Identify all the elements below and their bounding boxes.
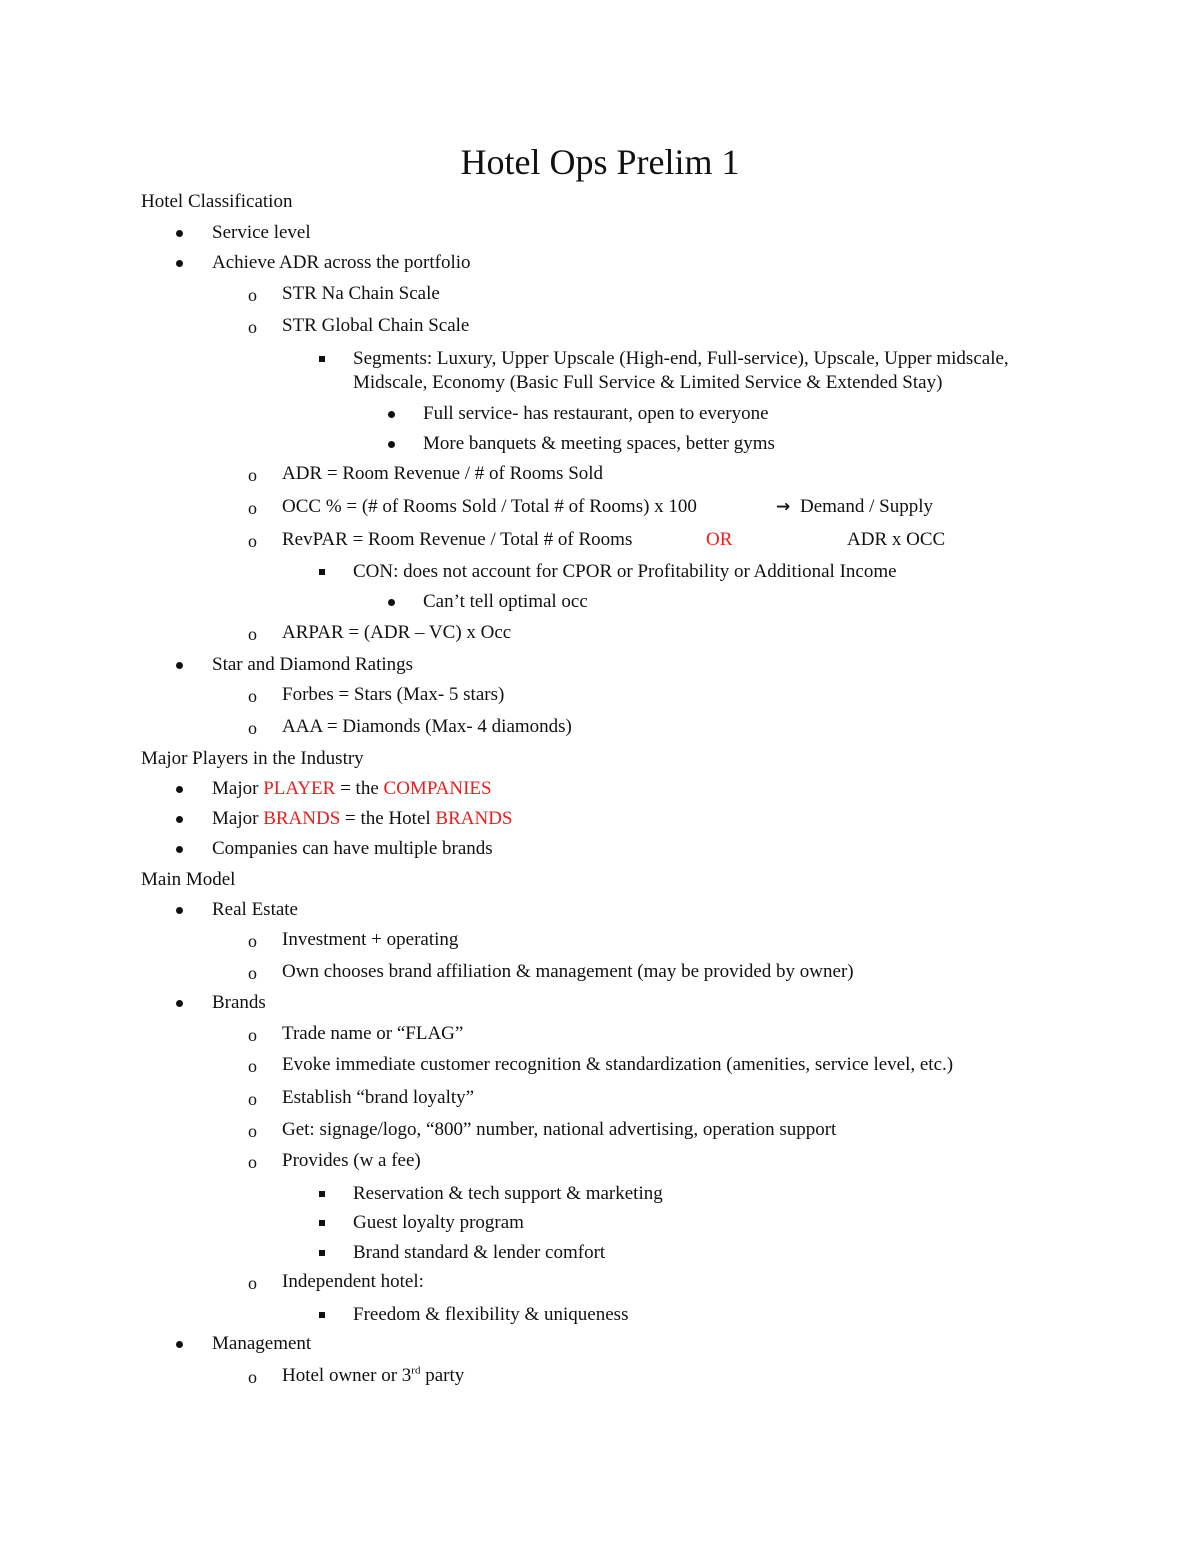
bullet-circle: o (248, 1273, 257, 1293)
section-heading-main-model: Main Model (141, 869, 236, 890)
bullet-circle: o (248, 1089, 257, 1109)
list-item-continuation: Midscale, Economy (Basic Full Service & Limited Service & Extended Stay) (353, 372, 943, 393)
list-item: More banquets & meeting spaces, better gyms (423, 433, 775, 454)
arrow-right-icon: → (776, 497, 791, 517)
list-item: Guest loyalty program (353, 1212, 524, 1233)
highlight-player: PLAYER (263, 778, 336, 799)
list-item: Freedom & flexibility & uniqueness (353, 1304, 629, 1325)
page-title: Hotel Ops Prelim 1 (460, 142, 740, 182)
bullet-circle: o (248, 624, 257, 644)
bullet-circle: o (248, 963, 257, 983)
bullet-circle: o (248, 285, 257, 305)
bullet-circle: o (248, 498, 257, 518)
bullet-circle: o (248, 1152, 257, 1172)
list-item: ADR = Room Revenue / # of Rooms Sold (282, 463, 604, 484)
highlight-brands: BRANDS (435, 808, 513, 829)
list-item: Brands (212, 992, 266, 1013)
list-item: Management (212, 1333, 312, 1354)
list-item: Independent hotel: (282, 1271, 424, 1292)
list-item: Can’t tell optimal occ (423, 591, 588, 612)
bullet-circle: o (248, 531, 257, 551)
list-item: Star and Diamond Ratings (212, 654, 414, 675)
section-heading-major-players: Major Players in the Industry (141, 748, 364, 769)
bullet-circle: o (248, 317, 257, 337)
text-span: Major (212, 808, 264, 829)
bullet-circle: o (248, 1367, 257, 1387)
list-item: STR Na Chain Scale (282, 283, 440, 304)
or-label: OR (706, 529, 733, 550)
highlight-companies: COMPANIES (383, 778, 492, 799)
list-item: Brand standard & lender comfort (353, 1242, 606, 1263)
superscript: rd (411, 1364, 421, 1377)
list-item: Get: signage/logo, “800” number, national advertising, operation support (282, 1119, 837, 1140)
list-item: RevPAR = Room Revenue / Total # of Rooms (282, 529, 633, 550)
list-item: Reservation & tech support & marketing (353, 1183, 663, 1204)
bullet-circle: o (248, 686, 257, 706)
text-span: = the (335, 778, 384, 799)
section-heading-hotel-classification: Hotel Classification (141, 191, 293, 212)
highlight-brands: BRANDS (263, 808, 341, 829)
bullet-circle: o (248, 1121, 257, 1141)
list-item: Provides (w a fee) (282, 1150, 421, 1171)
list-item: STR Global Chain Scale (282, 315, 470, 336)
list-item: Service level (212, 222, 311, 243)
list-item: Forbes = Stars (Max- 5 stars) (282, 684, 505, 705)
bullet-circle: o (248, 718, 257, 738)
list-item: Evoke immediate customer recognition & standardization (amenities, service level, etc.) (282, 1054, 954, 1075)
list-item-note: Demand / Supply (800, 496, 933, 517)
bullet-circle: o (248, 465, 257, 485)
list-item: Own chooses brand affiliation & management (may be provided by owner) (282, 961, 854, 982)
list-item: Establish “brand loyalty” (282, 1087, 475, 1108)
bullet-circle: o (248, 1056, 257, 1076)
text-span: party (420, 1365, 465, 1386)
list-item: OCC % = (# of Rooms Sold / Total # of Rooms) x 100 (282, 496, 697, 517)
bullet-circle: o (248, 931, 257, 951)
list-item-note: ADR x OCC (847, 529, 946, 550)
list-item: ARPAR = (ADR – VC) x Occ (282, 622, 512, 643)
text-span: Hotel owner or 3 (282, 1365, 412, 1386)
list-item: Segments: Luxury, Upper Upscale (High-end, Full-service), Upscale, Upper midscale, (353, 348, 1009, 369)
list-item: Real Estate (212, 899, 298, 920)
list-item: Full service- has restaurant, open to everyone (423, 403, 769, 424)
list-item: Investment + operating (282, 929, 459, 950)
list-item: Trade name or “FLAG” (282, 1023, 464, 1044)
list-item: CON: does not account for CPOR or Profitability or Additional Income (353, 561, 897, 582)
list-item: AAA = Diamonds (Max- 4 diamonds) (282, 716, 572, 737)
list-item (282, 1364, 464, 1388)
bullet-circle: o (248, 1025, 257, 1045)
text-span: = the Hotel (340, 808, 436, 829)
list-item: Companies can have multiple brands (212, 838, 493, 859)
list-item (212, 807, 512, 831)
text-span: Major (212, 778, 264, 799)
list-item (212, 777, 492, 801)
list-item: Achieve ADR across the portfolio (212, 252, 471, 273)
